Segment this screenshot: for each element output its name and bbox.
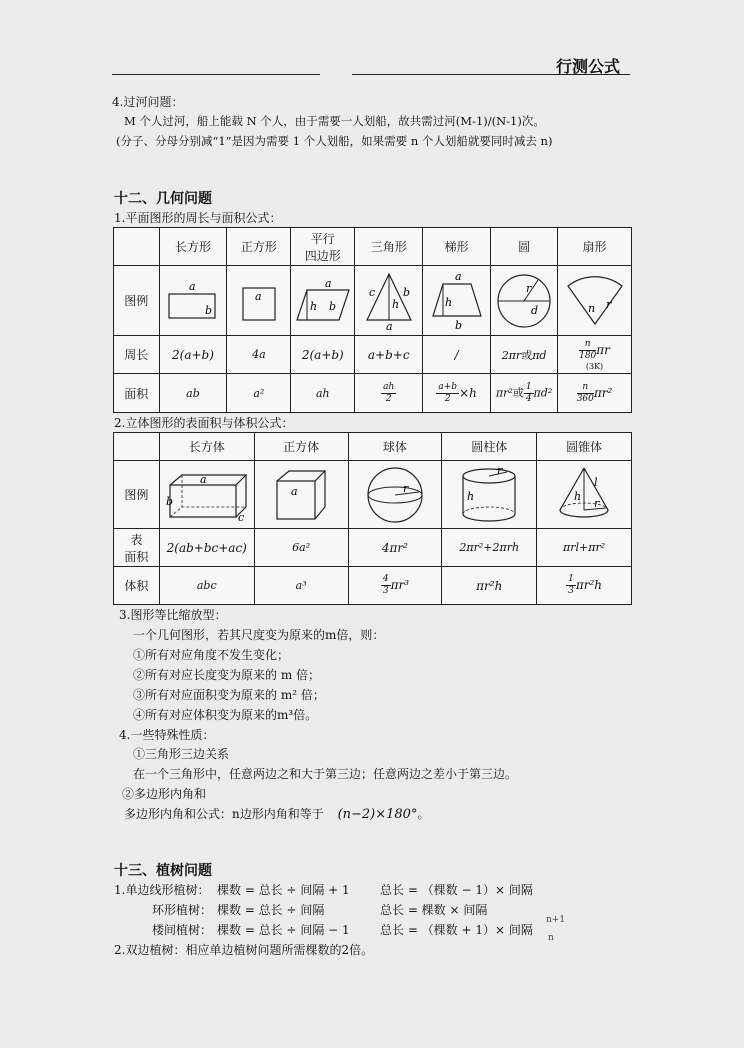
fig-circle — [491, 266, 558, 336]
trees-fraction-bottom: n — [548, 933, 554, 943]
row-perimeter-label: 周长 — [114, 336, 160, 374]
area-tri-den: 2 — [385, 393, 392, 404]
volume-cone-n: 1 — [568, 574, 574, 584]
solid-row-surface — [114, 529, 160, 567]
col-para-l2: 四边形 — [304, 248, 341, 263]
area-trap-den: 2 — [444, 393, 451, 404]
col-cone: 圆锥体 — [537, 433, 632, 461]
fig-rect — [159, 266, 227, 336]
scale-item-3: ③所有对应面积变为原来的 m² 倍； — [133, 688, 325, 702]
volume-cylinder: πr²h — [442, 567, 537, 605]
label-h: h — [574, 489, 582, 503]
area-trap-num: a+b — [438, 381, 458, 392]
special-tri-text: 在一个三角形中，任意两边之和大于第三边；任意两边之差小于第三边。 — [133, 767, 518, 781]
trees-title: 十三、植树问题 — [114, 863, 212, 879]
volume-cone-d: 3 — [568, 586, 574, 596]
label-r: r — [594, 496, 600, 510]
perimeter-para: 2(a+b) — [291, 336, 355, 374]
special-poly-formula: (n−2)×180° — [337, 807, 418, 822]
cylinder-figure — [457, 464, 521, 526]
area-trap-h: ×h — [459, 385, 477, 400]
label-b: b — [328, 299, 336, 313]
fig-sphere — [348, 461, 442, 529]
label-a: a — [199, 472, 207, 486]
fig-cuboid — [159, 461, 254, 529]
area-trap — [423, 374, 491, 413]
trapezoid-figure — [425, 270, 489, 332]
river-heading: 4.过河问题： — [112, 95, 184, 109]
area-tri-num: ah — [383, 381, 395, 392]
scale-item-1: ①所有对应角度不发生变化； — [133, 648, 290, 662]
square-figure — [231, 274, 287, 328]
special-heading: 4.一些特殊性质： — [119, 728, 215, 742]
label-b: b — [165, 494, 173, 508]
volume-cube: a³ — [254, 567, 348, 605]
label-r: r — [497, 463, 503, 477]
label-h: h — [391, 297, 399, 311]
area-circle-or: 或 — [512, 386, 524, 399]
label-c: c — [368, 285, 375, 299]
special-poly-text: 多边形内角和公式：n边形内角和等于 — [124, 807, 324, 821]
perimeter-square: 4a — [227, 336, 291, 374]
perimeter-sector-pir: πr — [596, 342, 610, 357]
label-a: a — [254, 289, 262, 303]
trees-row3-label: 楼间植树： — [152, 923, 213, 937]
col-square: 正方形 — [227, 228, 291, 266]
col-circle: 圆 — [491, 228, 558, 266]
area-circle-a: πr² — [495, 386, 513, 399]
surface-sphere: 4πr² — [348, 529, 442, 567]
surface-cube: 6a² — [254, 529, 348, 567]
special-tri-title: ①三角形三边关系 — [133, 747, 230, 761]
plane-heading: 1.平面图形的周长与面积公式： — [114, 211, 282, 225]
solid-row-figure: 图例 — [114, 461, 160, 529]
area-circle-d: 4 — [525, 393, 532, 404]
col-para-l1: 平行 — [310, 231, 335, 246]
col-rect: 长方形 — [159, 228, 227, 266]
label-a: a — [454, 269, 462, 283]
scale-item-2: ②所有对应长度变为原来的 m 倍； — [133, 668, 321, 682]
area-sector-den: 360 — [576, 393, 594, 404]
label-b: b — [402, 285, 410, 299]
trees-double: 2.双边植树：相应单边植树问题所需棵数的2倍。 — [114, 943, 374, 957]
area-circle-tail: πd² — [533, 386, 553, 399]
surface-cone: πrl+πr² — [537, 529, 632, 567]
label-a: a — [291, 484, 298, 498]
col-parallelogram — [291, 228, 355, 266]
volume-cuboid: abc — [159, 567, 254, 605]
triangle-figure — [359, 270, 419, 332]
fig-sector — [558, 266, 632, 336]
perimeter-rect: 2(a+b) — [159, 336, 227, 374]
fig-cone — [537, 461, 632, 529]
col-sphere: 球体 — [348, 433, 442, 461]
perimeter-sector-den: 180 — [579, 350, 597, 361]
fig-cylinder — [442, 461, 537, 529]
area-circle-n: 1 — [525, 381, 532, 392]
area-sector — [558, 374, 632, 413]
col-cube: 正方体 — [254, 433, 348, 461]
surface-label-1: 表 — [130, 532, 143, 547]
col-triangle: 三角形 — [355, 228, 423, 266]
row-figure-label: 图例 — [114, 266, 160, 336]
col-sector: 扇形 — [558, 228, 632, 266]
label-b: b — [454, 318, 462, 332]
volume-sphere-n: 4 — [382, 574, 389, 584]
volume-cone-tail: πr²h — [575, 578, 603, 592]
perimeter-circle-or: 或 — [521, 348, 533, 362]
perimeter-sector-extra: (3K) — [585, 361, 604, 371]
sector-figure — [562, 272, 628, 330]
perimeter-circle-b: πd — [532, 348, 547, 362]
surface-label-2: 面积 — [124, 549, 149, 564]
label-a: a — [188, 279, 196, 293]
label-r: r — [605, 297, 611, 311]
volume-sphere — [348, 567, 442, 605]
label-h: h — [309, 299, 317, 313]
cuboid-figure — [164, 465, 250, 525]
area-rect: ab — [159, 374, 227, 413]
header-rule-left — [112, 74, 320, 75]
rectangle-figure — [163, 274, 223, 328]
solid-heading: 2.立体图形的表面积与体积公式： — [114, 416, 294, 430]
col-cylinder: 圆柱体 — [442, 433, 537, 461]
col-trapezoid: 梯形 — [423, 228, 491, 266]
label-h: h — [444, 295, 452, 309]
perimeter-circle-a: 2πr — [501, 348, 522, 362]
header-title: 行测公式 — [556, 57, 621, 76]
trees-row3-right: 总长 = （棵数 + 1）× 间隔 — [380, 923, 533, 937]
volume-cone — [537, 567, 632, 605]
label-a: a — [324, 276, 332, 290]
label-a: a — [385, 319, 393, 332]
trees-row2-right: 总长 = 棵数 × 间隔 — [380, 903, 488, 917]
label-n: n — [587, 301, 595, 315]
area-circle — [491, 374, 558, 413]
label-l: l — [594, 475, 598, 489]
sphere-figure — [363, 464, 427, 526]
area-square: a² — [227, 374, 291, 413]
geometry-title: 十二、几何问题 — [114, 191, 212, 207]
area-tri — [355, 374, 423, 413]
label-h: h — [467, 489, 475, 503]
solid-corner — [114, 433, 160, 461]
trees-row2-label: 环形植树： — [152, 903, 213, 917]
parallelogram-figure — [293, 274, 353, 328]
special-poly-line — [124, 805, 429, 822]
label-c: c — [237, 510, 244, 524]
col-cuboid: 长方体 — [159, 433, 254, 461]
special-poly-title: ②多边形内角和 — [122, 787, 207, 801]
fig-parallelogram — [291, 266, 355, 336]
surface-cylinder: 2πr²+2πrh — [442, 529, 537, 567]
circle-figure — [493, 270, 555, 332]
surface-cuboid: 2(ab+bc+ac) — [159, 529, 254, 567]
label-b: b — [204, 303, 213, 317]
trees-fraction-top: n+1 — [546, 915, 566, 925]
solid-table — [113, 432, 632, 605]
label-r: r — [526, 281, 532, 295]
area-sector-tail: πr² — [593, 385, 613, 400]
fig-triangle — [355, 266, 423, 336]
trees-row1-right: 总长 = （棵数 − 1）× 间隔 — [380, 883, 533, 897]
volume-sphere-d: 3 — [382, 586, 389, 596]
special-poly-end: 。 — [417, 807, 430, 821]
perimeter-trap: / — [423, 336, 491, 374]
label-r: r — [402, 481, 409, 495]
row-area-label: 面积 — [114, 374, 160, 413]
scale-intro: 一个几何图形，若其尺度变为原来的m倍，则： — [133, 628, 385, 642]
fig-square — [227, 266, 291, 336]
scale-heading: 3.图形等比缩放型： — [119, 608, 227, 622]
plane-table — [113, 227, 632, 413]
trees-row2-left: 棵数 = 总长 ÷ 间隔 — [217, 903, 325, 917]
river-line2: (分子、分母分别减“1”是因为需要 1 个人划船，如果需要 n 个人划船就要同时减去 n) — [116, 134, 553, 148]
trees-row1-left: 棵数 = 总长 ÷ 间隔 + 1 — [217, 883, 350, 897]
cone-figure — [552, 464, 616, 526]
cube-figure — [271, 465, 331, 525]
solid-row-volume: 体积 — [114, 567, 160, 605]
corner-cell — [114, 228, 160, 266]
perimeter-circle — [491, 336, 558, 374]
area-sector-n: n — [577, 382, 594, 394]
fig-trapezoid — [423, 266, 491, 336]
perimeter-sector — [558, 336, 632, 374]
fig-cube — [254, 461, 348, 529]
river-line1: M 个人过河，船上能载 N 个人，由于需要一人划船，故共需过河(M-1)/(N-1)次。 — [124, 114, 545, 128]
label-d: d — [531, 303, 539, 317]
volume-sphere-tail: πr³ — [390, 578, 410, 592]
perimeter-sector-n: n — [579, 339, 596, 351]
perimeter-tri: a+b+c — [355, 336, 423, 374]
trees-row3-left: 棵数 = 总长 ÷ 间隔 − 1 — [217, 923, 350, 937]
trees-row1-label: 1.单边线形植树： — [114, 883, 210, 897]
scale-item-4: ④所有对应体积变为原来的m³倍。 — [133, 708, 318, 722]
area-para: ah — [291, 374, 355, 413]
